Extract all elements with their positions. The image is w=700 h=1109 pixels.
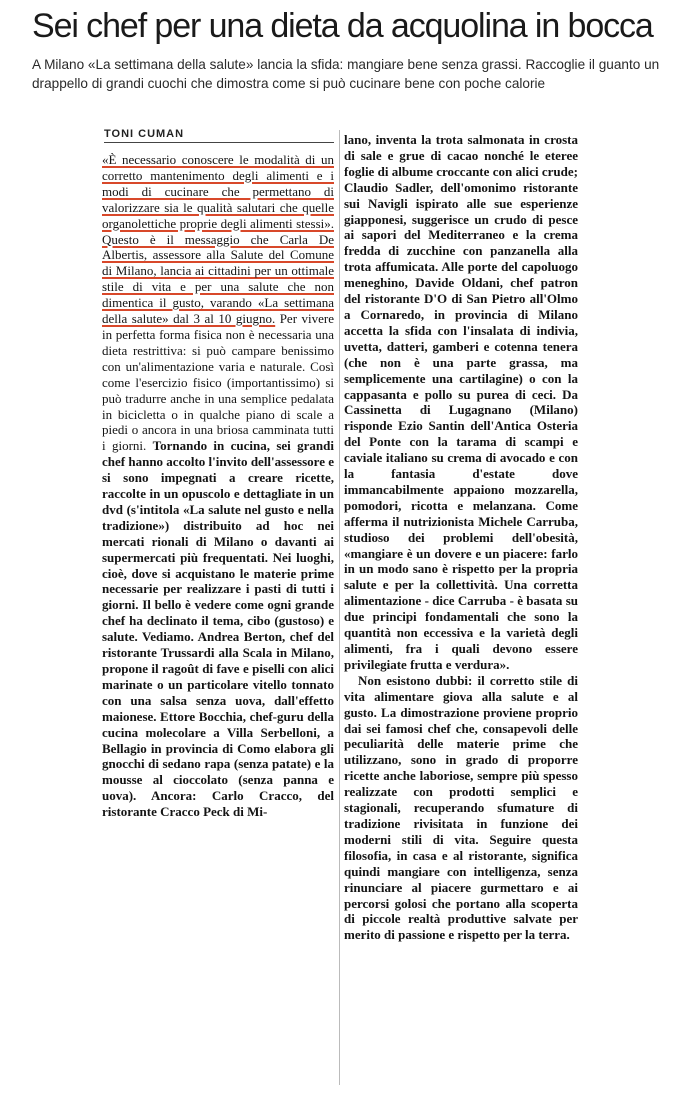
body-text-bold: Tornando in cucina, sei grandi chef hanno accolto l'invito dell'assessore e si sono impegnati a creare ricette, raccolte in un opuscolo e dettagliate in un dvd (s'intitola «La salute nel gusto e nella tradizione») distribuito ad hoc nei mercati rionali di Milano o davanti ai supermercati più frequentati. Nei luoghi, cioè, dove si acquistano le materie prime necessarie per realizzare i pasti di tutti i giorni. Il bello è vedere come ogni grande chef ha declinato il tema, cibo (gustoso) e salute. Vediamo. Andrea Berton, chef del ristorante Trussardi alla Scala in Milano, propone il ragoût di fave e piselli con alici marinate o un particolare vitello tonnato con una salsa senza uova, dall'effetto maionese. Ettore Bocchia, chef-guru della cucina molecolare a Villa Serbelloni, a Bellagio in provincia di Como elabora gli gnocchi di sedano rapa (senza patate) e la mousse al cioccolato (senza panna e uova). Ancora: Carlo Cracco, del ristorante Cracco Peck di Mi- — [102, 438, 334, 820]
body-text: Per vivere in perfetta forma fisica non è necessaria una dieta restrittiva: si può campare benissimo con un'alimentazione varia e naturale. Così come l'esercizio fisico (importantissimo) si può tradurre anche in una semplice pedalata in bicicletta o in qualche piano di scale a piedi o ancora in una briosa camminata tutti i giorni. — [102, 311, 335, 454]
headline: Sei chef per una dieta da acquolina in bocca — [32, 7, 653, 45]
deck-subtitle: A Milano «La settimana della salute» lancia la sfida: mangiare bene senza grassi. Raccoglie il guanto un drappello di grandi cuochi che dimostra come si può cucinare bene con poche calorie — [32, 57, 660, 91]
article-column-left — [102, 152, 334, 1102]
column-divider — [339, 130, 340, 1085]
left-paragraph — [102, 152, 334, 820]
article-column-right — [344, 132, 578, 1097]
byline: TONI CUMAN — [104, 128, 334, 143]
right-paragraph-1: lano, inventa la trota salmonata in crosta di sale e grue di cacao nonché le eteree foglie di albume croccante con alici crude; Claudio Sadler, dell'omonimo ristorante sui Navigli ispirato alle sue esperienze giapponesi, suggerisce un crudo di pesce ai sapori del Mediterraneo e la crema fredda di zucchine con panzanella alla trota affumicata. Alle porte del capoluogo meneghino, Davide Oldani, chef patron del ristorante D'O di San Pietro all'Olmo a Cornaredo, in provincia di Milano accetta la sfida con l'insalata di indivia, uvetta, datteri, gamberi e cotenna tenera (che non è una parte grassa, ma semplicemente una cartilagine) o con la cappasanta e pollo su purea di ceci. Da Cassinetta di Lugagnano (Milano) risponde Ezio Santin dell'Antica Osteria del Ponte con la tarama di scampi e caviale italiano su crema di avocado e con la fantasia d'estate dove immancabilmente appaiono mozzarella, pomodori, ricotta e melanzana. Come afferma il nutrizionista Michele Carruba, studioso dei problemi dell'obesità, «mangiare è un dovere e un piacere: farlo in un modo sano è rispetto per la propria salute e per la collettività. Una corretta alimentazione - dice Carruba - è basata su due principi fondamentali che sono la quantità non eccessiva e la varietà degli alimenti, fra i quali devono essere privilegiate frutta e verdura». — [344, 132, 578, 672]
right-paragraph-2 — [344, 673, 578, 943]
highlighted-quote: «È necessario conoscere le modalità di un corretto mantenimento degli alimenti e i modi di cucinare che permettano di valorizzare sia le qualità salutari che quelle organolettiche proprie degli alimenti stessi». Questo è il messaggio che Carla De Albertis, assessore alla Salute del Comune di Milano, lancia ai cittadini per un ottimale stile di vita e per una salute che non dimentica il gusto, varando «La settimana della salute» dal 3 al 10 giugno. — [102, 152, 334, 327]
body-text-bold: Non esistono dubbi: il corretto stile di vita alimentare giova alla salute e al gusto. La dimostrazione proviene proprio dai sei famosi chef che, consapevoli delle peculiarità delle materie prime che utilizzano, sono in grado di proporre ricette anche laboriose, sempre più spesso realizzate con prodotti semplici e stagionali, recuperando sfumature di tradizione rivisitata in funzione dei moderni stili di vita. Seguire questa filosofia, in casa e al ristorante, significa quindi mangiare con intelligenza, senza rinunciare al piacere gurmettaro e ai percorsi golosi che portano alla scoperta di piccole realtà produttive salvate per merito di passione e rispetto per la terra. — [344, 672, 578, 943]
